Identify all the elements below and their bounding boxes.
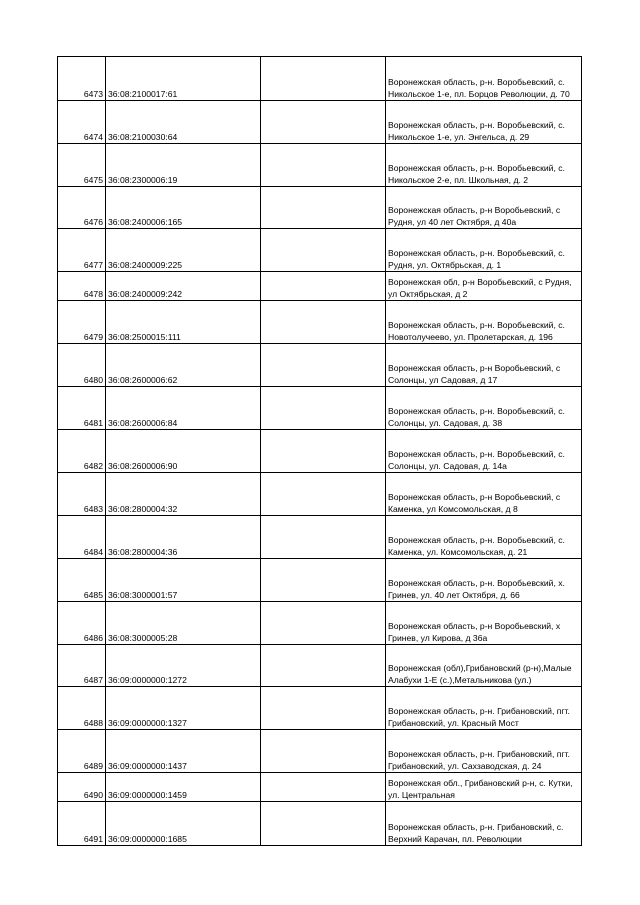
cadastral-number: 36:09:0000000:1272 xyxy=(106,645,261,687)
table-row xyxy=(58,516,582,559)
empty-cell xyxy=(261,773,386,802)
cadastral-number: 36:08:3000005:28 xyxy=(106,602,261,645)
registry-table xyxy=(57,56,582,846)
address-cell: Воронежская (обл),Грибановский (р-н),Малые Алабухи 1-Е (с.),Метальникова (ул.) xyxy=(386,645,582,687)
cadastral-number: 36:08:2400006:165 xyxy=(106,187,261,229)
row-number: 6476 xyxy=(58,187,106,229)
row-number: 6482 xyxy=(58,430,106,473)
address-cell: Воронежская обл., Грибановский р-н, с. Кутки, ул. Центральная xyxy=(386,773,582,802)
table-row xyxy=(58,187,582,229)
row-number: 6485 xyxy=(58,559,106,602)
cadastral-number: 36:08:2300006:19 xyxy=(106,144,261,187)
row-number: 6487 xyxy=(58,645,106,687)
row-number: 6488 xyxy=(58,687,106,730)
table-row xyxy=(58,144,582,187)
address-cell: Воронежская область, р-н Воробьевский, с Каменка, ул Комсомольская, д 8 xyxy=(386,473,582,516)
empty-cell xyxy=(261,430,386,473)
table-row xyxy=(58,229,582,272)
empty-cell xyxy=(261,101,386,144)
empty-cell xyxy=(261,559,386,602)
row-number: 6484 xyxy=(58,516,106,559)
address-cell: Воронежская область, р-н. Грибановский, пгт. Грибановский, ул. Красный Мост xyxy=(386,687,582,730)
cadastral-number: 36:08:2800004:36 xyxy=(106,516,261,559)
cadastral-number: 36:09:0000000:1685 xyxy=(106,802,261,846)
empty-cell xyxy=(261,645,386,687)
row-number: 6490 xyxy=(58,773,106,802)
row-number: 6489 xyxy=(58,730,106,773)
table-row xyxy=(58,301,582,344)
table-row xyxy=(58,387,582,430)
table-row xyxy=(58,101,582,144)
address-cell: Воронежская область, р-н. Воробьевский, с. Солонцы, ул. Садовая, д. 14а xyxy=(386,430,582,473)
cadastral-number: 36:08:2100030:64 xyxy=(106,101,261,144)
empty-cell xyxy=(261,473,386,516)
row-number: 6491 xyxy=(58,802,106,846)
cadastral-number: 36:08:3000001:57 xyxy=(106,559,261,602)
table-row xyxy=(58,687,582,730)
registry-table-body xyxy=(58,57,582,846)
address-cell: Воронежская область, р-н. Воробьевский, с. Никольское 2-е, пл. Школьная, д. 2 xyxy=(386,144,582,187)
table-row xyxy=(58,773,582,802)
cadastral-number: 36:09:0000000:1437 xyxy=(106,730,261,773)
empty-cell xyxy=(261,344,386,387)
row-number: 6475 xyxy=(58,144,106,187)
cadastral-number: 36:08:2400009:242 xyxy=(106,272,261,301)
address-cell: Воронежская область, р-н. Воробьевский, с. Рудня, ул. Октябрьская, д. 1 xyxy=(386,229,582,272)
row-number: 6486 xyxy=(58,602,106,645)
address-cell: Воронежская область, р-н Воробьевский, с Рудня, ул 40 лет Октября, д 40а xyxy=(386,187,582,229)
table-row xyxy=(58,272,582,301)
empty-cell xyxy=(261,229,386,272)
address-cell: Воронежская область, р-н Воробьевский, с Солонцы, ул Садовая, д 17 xyxy=(386,344,582,387)
cadastral-number: 36:08:2800004:32 xyxy=(106,473,261,516)
table-row xyxy=(58,344,582,387)
empty-cell xyxy=(261,602,386,645)
cadastral-number: 36:08:2100017:61 xyxy=(106,57,261,101)
address-cell: Воронежская область, р-н. Воробьевский, с. Никольское 1-е, ул. Энгельса, д. 29 xyxy=(386,101,582,144)
row-number: 6483 xyxy=(58,473,106,516)
address-cell: Воронежская обл, р-н Воробьевский, с Рудня, ул Октябрьская, д 2 xyxy=(386,272,582,301)
row-number: 6478 xyxy=(58,272,106,301)
table-row xyxy=(58,802,582,846)
row-number: 6481 xyxy=(58,387,106,430)
cadastral-number: 36:08:2600006:90 xyxy=(106,430,261,473)
row-number: 6473 xyxy=(58,57,106,101)
table-row xyxy=(58,559,582,602)
empty-cell xyxy=(261,730,386,773)
row-number: 6479 xyxy=(58,301,106,344)
address-cell: Воронежская область, р-н. Воробьевский, с. Новотолучеево, ул. Пролетарская, д. 196 xyxy=(386,301,582,344)
address-cell: Воронежская область, р-н. Воробьевский, с. Солонцы, ул. Садовая, д. 38 xyxy=(386,387,582,430)
empty-cell xyxy=(261,272,386,301)
empty-cell xyxy=(261,387,386,430)
cadastral-number: 36:08:2600006:84 xyxy=(106,387,261,430)
cadastral-number: 36:09:0000000:1327 xyxy=(106,687,261,730)
empty-cell xyxy=(261,687,386,730)
cadastral-number: 36:08:2400009:225 xyxy=(106,229,261,272)
row-number: 6474 xyxy=(58,101,106,144)
address-cell: Воронежская область, р-н. Воробьевский, х. Гринев, ул. 40 лет Октября, д. 66 xyxy=(386,559,582,602)
table-row xyxy=(58,602,582,645)
empty-cell xyxy=(261,516,386,559)
row-number: 6477 xyxy=(58,229,106,272)
empty-cell xyxy=(261,301,386,344)
cadastral-number: 36:08:2600006:62 xyxy=(106,344,261,387)
cadastral-number: 36:08:2500015:111 xyxy=(106,301,261,344)
row-number: 6480 xyxy=(58,344,106,387)
address-cell: Воронежская область, р-н. Воробьевский, с. Каменка, ул. Комсомольская, д. 21 xyxy=(386,516,582,559)
table-row xyxy=(58,730,582,773)
empty-cell xyxy=(261,187,386,229)
table-row xyxy=(58,473,582,516)
empty-cell xyxy=(261,144,386,187)
empty-cell xyxy=(261,57,386,101)
table-row xyxy=(58,430,582,473)
address-cell: Воронежская область, р-н. Грибановский, пгт. Грибановский, ул. Сахзаводская, д. 24 xyxy=(386,730,582,773)
empty-cell xyxy=(261,802,386,846)
table-row xyxy=(58,57,582,101)
cadastral-number: 36:09:0000000:1459 xyxy=(106,773,261,802)
address-cell: Воронежская область, р-н Воробьевский, х Гринев, ул Кирова, д 36а xyxy=(386,602,582,645)
table-row xyxy=(58,645,582,687)
address-cell: Воронежская область, р-н. Грибановский, с. Верхний Карачан, пл. Революции xyxy=(386,802,582,846)
address-cell: Воронежская область, р-н. Воробьевский, с. Никольское 1-е, пл. Борцов Революции, д. 70 xyxy=(386,57,582,101)
